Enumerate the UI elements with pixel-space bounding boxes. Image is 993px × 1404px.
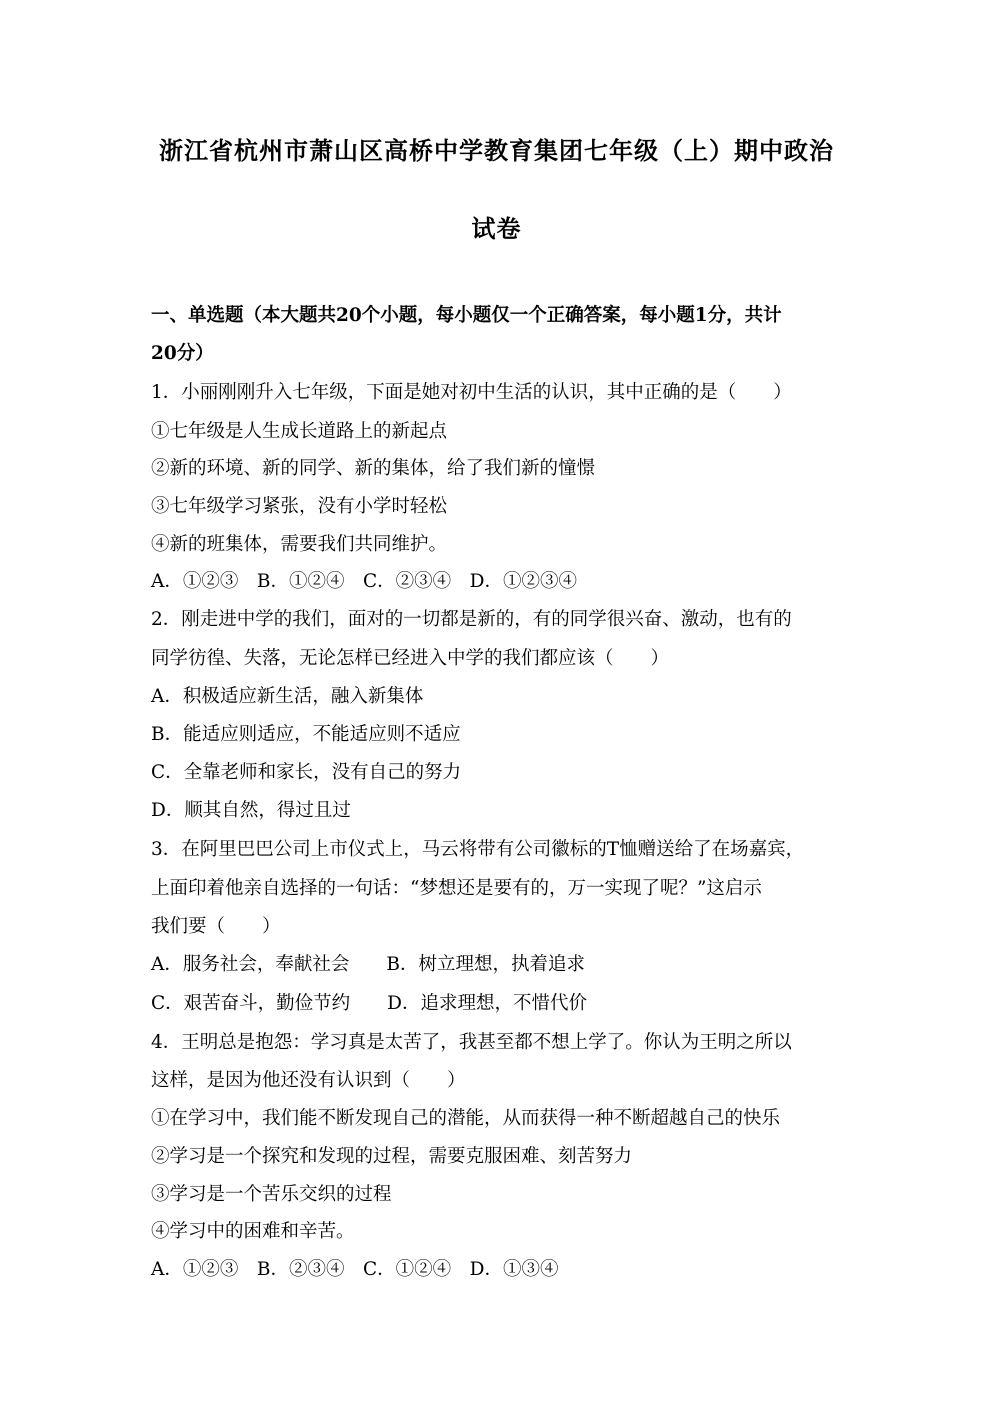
section-heading-line2: 20分） — [151, 343, 214, 364]
q2-option-b: B．能适应则适应，不能适应则不适应 — [151, 724, 461, 745]
q4-item4: ④学习中的困难和辛苦。 — [151, 1221, 355, 1242]
q2-stem-line1: 2．刚走进中学的我们，面对的一切都是新的，有的同学很兴奋、激动，也有的 — [151, 609, 792, 630]
q1-item4: ④新的班集体，需要我们共同维护。 — [151, 534, 448, 555]
q3-stem-line3: 我们要（ ） — [151, 916, 281, 937]
exam-title-line2: 试卷 — [471, 214, 522, 243]
q3-options-line2: C．艰苦奋斗，勤俭节约 D．追求理想，不惜代价 — [151, 993, 587, 1014]
q3-stem-line2: 上面印着他亲自选择的一句话：“梦想还是要有的，万一实现了呢？”这启示 — [151, 878, 762, 899]
q1-stem: 1．小丽刚刚升入七年级，下面是她对初中生活的认识，其中正确的是（ ） — [151, 382, 792, 403]
q2-option-c: C．全靠老师和家长，没有自己的努力 — [151, 762, 462, 783]
q3-options-line1: A．服务社会，奉献社会 B．树立理想，执着追求 — [151, 954, 585, 975]
q4-item1: ①在学习中，我们能不断发现自己的潜能，从而获得一种不断超越自己的快乐 — [151, 1108, 781, 1129]
q4-stem-line1: 4．王明总是抱怨：学习真是太苦了，我甚至都不想上学了。你认为王明之所以 — [151, 1032, 792, 1053]
q2-stem-line2: 同学彷徨、失落，无论怎样已经进入中学的我们都应该（ ） — [151, 648, 670, 669]
q2-option-a: A．积极适应新生活，融入新集体 — [151, 686, 424, 707]
q3-stem-line1: 3．在阿里巴巴公司上市仪式上，马云将带有公司徽标的T恤赠送给了在场嘉宾， — [151, 839, 805, 860]
q2-option-d: D．顺其自然，得过且过 — [151, 800, 351, 821]
q1-item1: ①七年级是人生成长道路上的新起点 — [151, 421, 448, 442]
q4-stem-line2: 这样，是因为他还没有认识到（ ） — [151, 1070, 466, 1091]
section-heading-line1: 一、单选题（本大题共20个小题，每小题仅一个正确答案，每小题1分，共计 — [151, 305, 782, 326]
q4-item2: ②学习是一个探究和发现的过程，需要克服困难、刻苦努力 — [151, 1146, 633, 1167]
q1-item2: ②新的环境、新的同学、新的集体，给了我们新的憧憬 — [151, 458, 596, 479]
q1-item3: ③七年级学习紧张，没有小学时轻松 — [151, 496, 448, 517]
q4-options: A．①②③ B．②③④ C．①②④ D．①③④ — [151, 1259, 559, 1280]
q4-item3: ③学习是一个苦乐交织的过程 — [151, 1184, 392, 1205]
q1-options: A．①②③ B．①②④ C．②③④ D．①②③④ — [151, 571, 577, 592]
exam-title-line1: 浙江省杭州市萧山区高桥中学教育集团七年级（上）期中政治 — [159, 136, 834, 165]
